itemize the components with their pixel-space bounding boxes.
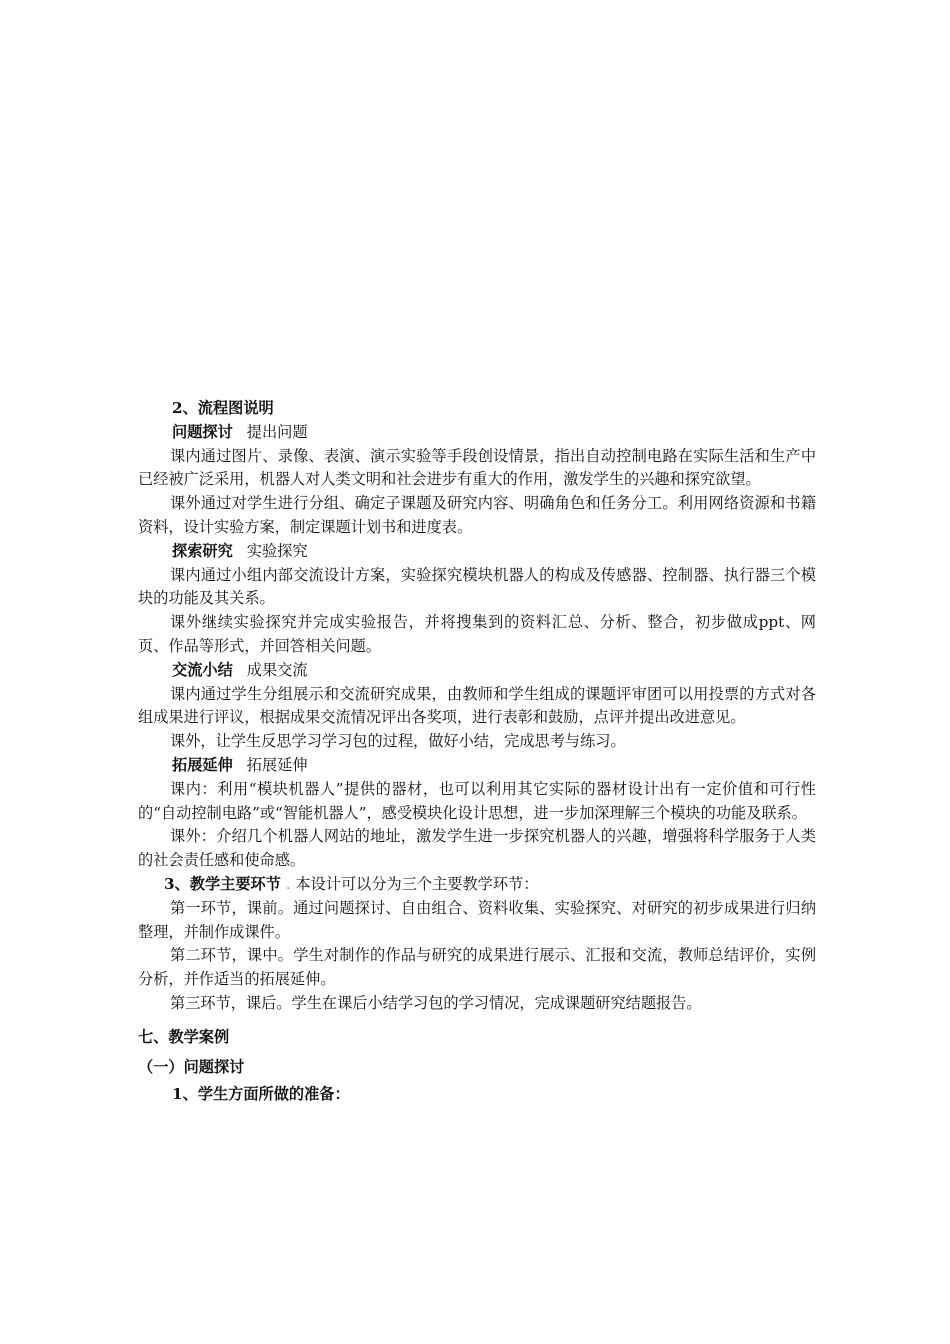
stage-label: 探索研究 <box>172 541 233 560</box>
stage-heading-exchange <box>138 659 816 683</box>
stage-label: 交流小结 <box>172 660 233 679</box>
stage-sub: 提出问题 <box>246 422 308 441</box>
stage-sub: 实验探究 <box>246 541 308 560</box>
section-heading-label: 3、教学主要环节 <box>164 874 281 893</box>
stage-heading-explore <box>138 540 816 564</box>
paragraph: 课内通过图片、录像、表演、演示实验等手段创设情景，指出自动控制电路在实际生活和生产中已经被广泛采用，机器人对人类文明和社会进步有重大的作用，激发学生的兴趣和探究欲望。 <box>138 446 816 489</box>
paragraph: 第二环节，课中。学生对制作的作品与研究的成果进行展示、汇报和交流，教师总结评价，实例分析，并作适当的拓展延伸。 <box>138 946 816 989</box>
paragraph: 课外继续实验探究并完成实验报告，并将搜集到的资料汇总、分析、整合，初步做成ppt、网页、作品等形式，并回答相关问题。 <box>138 613 816 655</box>
section-heading-flowchart: 2、流程图说明 <box>172 399 274 417</box>
stage-label: 拓展延伸 <box>172 755 233 774</box>
subsection-heading-student-prep: 1、学生方面所做的准备： <box>172 1085 350 1104</box>
stage-sub: 拓展延伸 <box>246 755 308 774</box>
stage-label: 问题探讨 <box>172 422 233 441</box>
paragraph: 课外通过对学生进行分组、确定子课题及研究内容、明确角色和任务分工。利用网络资源和书籍资料，设计实验方案，制定课题计划书和进度表。 <box>138 494 816 536</box>
stage-heading-problem <box>138 421 816 445</box>
paragraph: 第三环节，课后。学生在课后小结学习包的学习情况，完成课题研究结题报告。 <box>170 993 702 1012</box>
paragraph: 课内：利用“模块机器人”提供的器材，也可以利用其它实际的器材设计出有一定价值和可行性的“自动控制电路”或“智能机器人”，感受模块化设计思想，进一步加深理解三个模块的功能及联系。 <box>138 779 816 822</box>
paragraph: 第一环节，课前。通过问题探讨、自由组合、资料收集、实验探究、对研究的初步成果进行归纳整理，并制作成课件。 <box>138 898 816 941</box>
stage-sub: 成果交流 <box>246 660 308 679</box>
paragraph: 课内通过小组内部交流设计方案，实验探究模块机器人的构成及传感器、控制器、执行器三个模块的功能及其关系。 <box>138 565 816 608</box>
dot-mark: . <box>285 874 291 893</box>
section-intro: 本设计可以分为三个主要教学环节： <box>295 874 539 893</box>
paragraph: 课外，让学生反思学习学习包的过程，做好小结，完成思考与练习。 <box>170 732 626 751</box>
stage-heading-extension <box>138 754 816 778</box>
section-heading-cases: 七、教学案例 <box>138 1027 230 1046</box>
main-content <box>138 397 816 1107</box>
paragraph: 课外：介绍几个机器人网站的地址，激发学生进一步探究机器人的兴趣，增强将科学服务于人类的社会责任感和使命感。 <box>138 827 816 870</box>
subsection-heading-problem: （一）问题探讨 <box>138 1057 245 1076</box>
section-heading-main-stages <box>138 873 816 897</box>
paragraph: 课内通过学生分组展示和交流研究成果，由教师和学生组成的课题评审团可以用投票的方式对各组成果进行评议，根据成果交流情况评出各奖项，进行表彰和鼓励，点评并提出改进意见。 <box>138 684 816 727</box>
